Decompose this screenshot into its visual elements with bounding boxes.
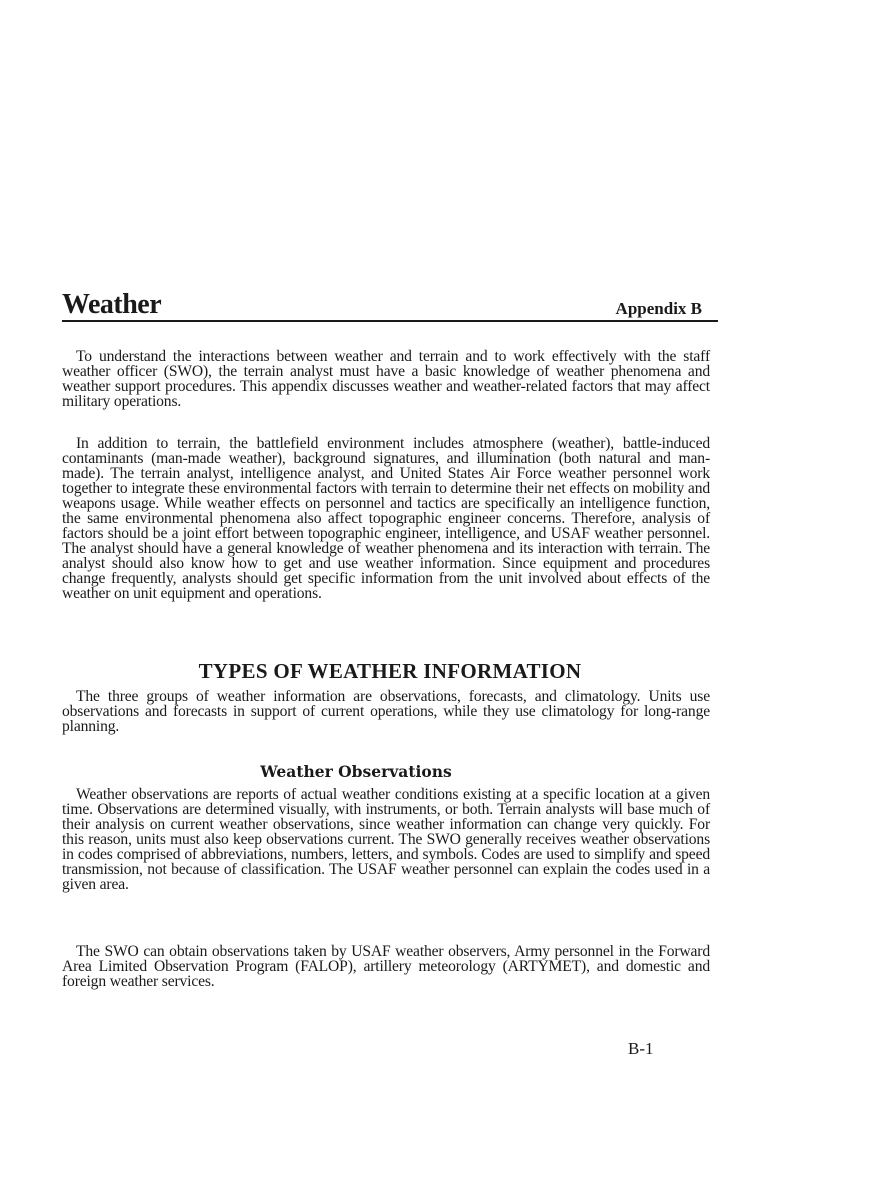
appendix-label: Appendix B: [615, 299, 702, 318]
environment-paragraph: In addition to terrain, the battlefield environment includes atmosphere (weather), battle-induced contaminants (man-made weather), background signatures, and illumination (both natural and man-made). The terrain analyst, intelligence analyst, and United States Air Force weather personnel work together to integrate these environmental factors with terrain to determine their net effects on mobility and weapons usage. While weather effects on personnel and tactics are specifically an intelligence function, the same environmental phenomena also affect topographic engineer concerns. Therefore, analysis of factors should be a joint effort between topographic engineer, intelligence, and USAF weather personnel. The analyst should have a general knowledge of weather phenomena and its interaction with terrain. The analyst should also know how to get and use weather information. Since equipment and procedures change frequently, analysts should get specific information from the unit involved about effects of the weather on unit equipment and operations.: [62, 435, 710, 602]
subheading-weather-observations: Weather Observations: [260, 762, 452, 781]
page-header: [62, 284, 718, 322]
intro-paragraph: To understand the interactions between weather and terrain and to work effectively with the staff weather officer (SWO), the terrain analyst must have a basic knowledge of weather phenomena and weather support procedures. This appendix discusses weather and weather-related factors that may affect military operations.: [62, 348, 710, 410]
page-title: Weather: [62, 289, 162, 320]
observation-sources-paragraph: The SWO can obtain observations taken by USAF weather observers, Army personnel in the Forward Area Limited Observation Program (FALOP), artillery meteorology (ARTYMET), and domestic and foreign weather services.: [62, 943, 710, 990]
observations-paragraph: Weather observations are reports of actual weather conditions existing at a specific location at a given time. Observations are determined visually, with instruments, or both. Terrain analysts will base much of their analysis on current weather observations, since weather information can change very quickly. For this reason, units must also keep observations current. The SWO generally receives weather observations in codes comprised of abbreviations, numbers, letters, and symbols. Codes are used to simplify and speed transmission, not because of classification. The USAF weather personnel can explain the codes used in a given area.: [62, 786, 710, 893]
types-paragraph: The three groups of weather information are observations, forecasts, and climatology. Units use observations and forecasts in support of current operations, while they use climatology for long-range planning.: [62, 688, 710, 735]
page-number: B-1: [628, 1039, 654, 1058]
section-heading-types: TYPES OF WEATHER INFORMATION: [198, 659, 582, 683]
